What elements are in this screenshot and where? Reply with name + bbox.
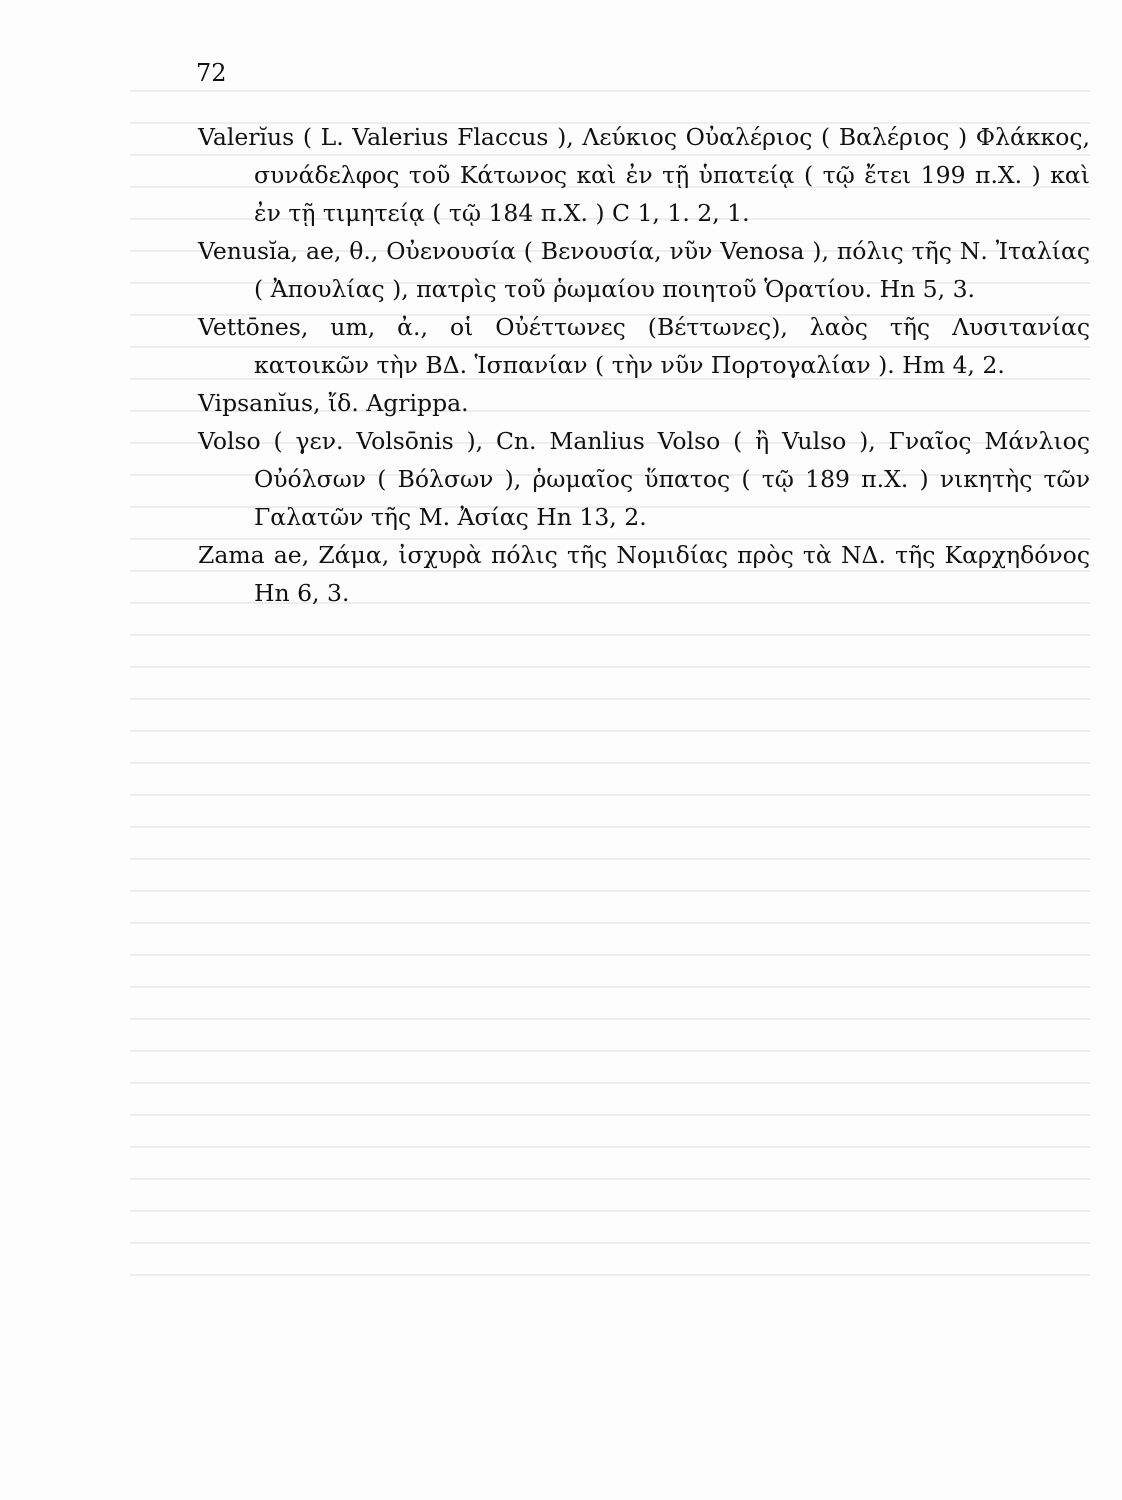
entry-vipsanius: Vipsanĭus, ἴδ. Agrippa. (198, 389, 469, 417)
entry-zama: Zama ae, Ζάμα, ἰσχυρὰ πόλις τῆς Νομιδίας πρὸς τὰ ΝΔ. τῆς Καρχηδόνος Hn 6, 3. (198, 541, 1090, 607)
entry-vettones: Vettōnes, um, ἀ., οἱ Οὐέττωνες (Βέττωνες), λαὸς τῆς Λυσιτανίας κατοικῶν τὴν ΒΔ. Ἱσπανίαν ( τὴν νῦν Πορτογαλίαν ). Hm 4, 2. (198, 313, 1090, 379)
glossary-entries (198, 118, 1090, 612)
entry-volso: Volso ( γεν. Volsōnis ), Cn. Manlius Volso ( ἢ Vulso ), Γναῖος Μάνλιος Οὐόλσων ( Βόλσων ), ῥωμαῖος ὕπατος ( τῷ 189 π.Χ. ) νικητὴς τῶν Γαλατῶν τῆς Μ. Ἀσίας Hn 13, 2. (198, 427, 1090, 531)
entry-valerius: Valerĭus ( L. Valerius Flaccus ), Λεύκιος Οὐαλέριος ( Βαλέριος ) Φλάκκος, συνάδελφος τοῦ Κάτωνος καὶ ἐν τῇ ὑπατείᾳ ( τῷ ἔτει 199 π.Χ. ) καὶ ἐν τῇ τιμητείᾳ ( τῷ 184 π.Χ. ) C 1, 1. 2, 1. (198, 123, 1090, 227)
page-number: 72 (196, 59, 227, 87)
entry-venusia: Venusĭa, ae, θ., Οὐενουσία ( Βενουσία, νῦν Venosa ), πόλις τῆς Ν. Ἰταλίας ( Ἀπουλίας ), πατρὶς τοῦ ῥωμαίου ποιητοῦ Ὁρατίου. Hn 5, 3. (198, 237, 1090, 303)
